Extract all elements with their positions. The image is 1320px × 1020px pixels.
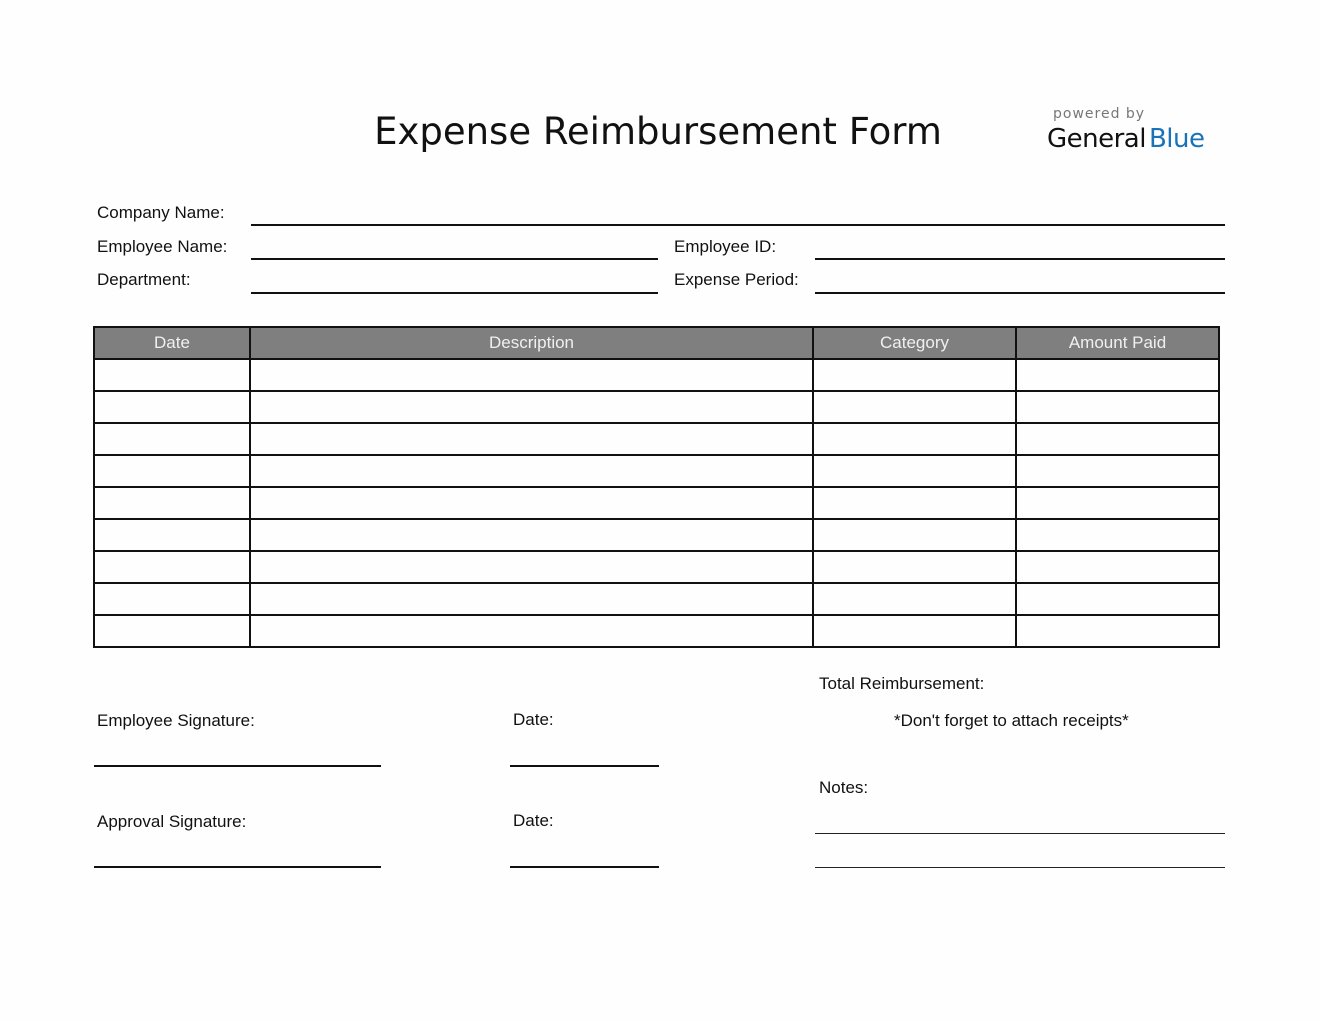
date-cell[interactable] bbox=[94, 583, 250, 615]
amount-cell[interactable] bbox=[1016, 455, 1219, 487]
column-header-description: Description bbox=[250, 327, 813, 359]
description-cell[interactable] bbox=[250, 615, 813, 647]
amount-cell[interactable] bbox=[1016, 583, 1219, 615]
table-header-row bbox=[94, 327, 1219, 359]
description-cell[interactable] bbox=[250, 487, 813, 519]
employee-name-field[interactable] bbox=[251, 258, 658, 260]
category-cell[interactable] bbox=[813, 583, 1016, 615]
table-row bbox=[94, 359, 1219, 391]
expense-period-label: Expense Period: bbox=[674, 270, 799, 289]
date-cell[interactable] bbox=[94, 551, 250, 583]
category-cell[interactable] bbox=[813, 455, 1016, 487]
brand-logo[interactable] bbox=[1047, 124, 1205, 154]
receipts-note: *Don't forget to attach receipts* bbox=[894, 711, 1129, 730]
powered-by-text: powered by bbox=[1053, 106, 1146, 122]
table-row bbox=[94, 551, 1219, 583]
date-cell[interactable] bbox=[94, 391, 250, 423]
description-cell[interactable] bbox=[250, 455, 813, 487]
employee-signature-field[interactable] bbox=[94, 765, 381, 767]
employee-date-field[interactable] bbox=[510, 765, 659, 767]
amount-cell[interactable] bbox=[1016, 359, 1219, 391]
employee-name-label: Employee Name: bbox=[97, 237, 228, 256]
category-cell[interactable] bbox=[813, 551, 1016, 583]
category-cell[interactable] bbox=[813, 359, 1016, 391]
description-cell[interactable] bbox=[250, 551, 813, 583]
department-field[interactable] bbox=[251, 292, 658, 294]
date-cell[interactable] bbox=[94, 455, 250, 487]
notes-label: Notes: bbox=[819, 778, 869, 797]
date-cell[interactable] bbox=[94, 487, 250, 519]
description-cell[interactable] bbox=[250, 519, 813, 551]
table-row bbox=[94, 487, 1219, 519]
notes-line-2[interactable] bbox=[815, 867, 1225, 868]
amount-cell[interactable] bbox=[1016, 519, 1219, 551]
total-reimbursement-label: Total Reimbursement: bbox=[819, 674, 985, 693]
date-cell[interactable] bbox=[94, 615, 250, 647]
employee-signature-label: Employee Signature: bbox=[97, 711, 255, 730]
employee-date-label: Date: bbox=[513, 710, 554, 729]
department-label: Department: bbox=[97, 270, 191, 289]
column-header-category: Category bbox=[813, 327, 1016, 359]
employee-id-field[interactable] bbox=[815, 258, 1225, 260]
column-header-date: Date bbox=[94, 327, 250, 359]
date-cell[interactable] bbox=[94, 519, 250, 551]
amount-cell[interactable] bbox=[1016, 487, 1219, 519]
amount-cell[interactable] bbox=[1016, 615, 1219, 647]
table-row bbox=[94, 391, 1219, 423]
amount-cell[interactable] bbox=[1016, 391, 1219, 423]
approval-signature-field[interactable] bbox=[94, 866, 381, 868]
expense-period-field[interactable] bbox=[815, 292, 1225, 294]
description-cell[interactable] bbox=[250, 359, 813, 391]
approval-date-field[interactable] bbox=[510, 866, 659, 868]
column-header-amount-paid: Amount Paid bbox=[1016, 327, 1219, 359]
page-title: Expense Reimbursement Form bbox=[374, 110, 942, 153]
brand-blue: Blue bbox=[1148, 124, 1205, 154]
category-cell[interactable] bbox=[813, 615, 1016, 647]
category-cell[interactable] bbox=[813, 519, 1016, 551]
amount-cell[interactable] bbox=[1016, 551, 1219, 583]
employee-id-label: Employee ID: bbox=[674, 237, 777, 256]
notes-line-1[interactable] bbox=[815, 833, 1225, 834]
date-cell[interactable] bbox=[94, 359, 250, 391]
approval-date-label: Date: bbox=[513, 811, 554, 830]
brand-general: General bbox=[1047, 124, 1146, 154]
approval-signature-label: Approval Signature: bbox=[97, 812, 247, 831]
table-row bbox=[94, 423, 1219, 455]
description-cell[interactable] bbox=[250, 583, 813, 615]
date-cell[interactable] bbox=[94, 423, 250, 455]
category-cell[interactable] bbox=[813, 423, 1016, 455]
description-cell[interactable] bbox=[250, 391, 813, 423]
table-row bbox=[94, 583, 1219, 615]
category-cell[interactable] bbox=[813, 487, 1016, 519]
amount-cell[interactable] bbox=[1016, 423, 1219, 455]
table-row bbox=[94, 455, 1219, 487]
category-cell[interactable] bbox=[813, 391, 1016, 423]
company-name-label: Company Name: bbox=[97, 203, 225, 222]
company-name-field[interactable] bbox=[251, 224, 1225, 226]
description-cell[interactable] bbox=[250, 423, 813, 455]
table-row bbox=[94, 519, 1219, 551]
expense-table bbox=[93, 326, 1220, 648]
table-row bbox=[94, 615, 1219, 647]
